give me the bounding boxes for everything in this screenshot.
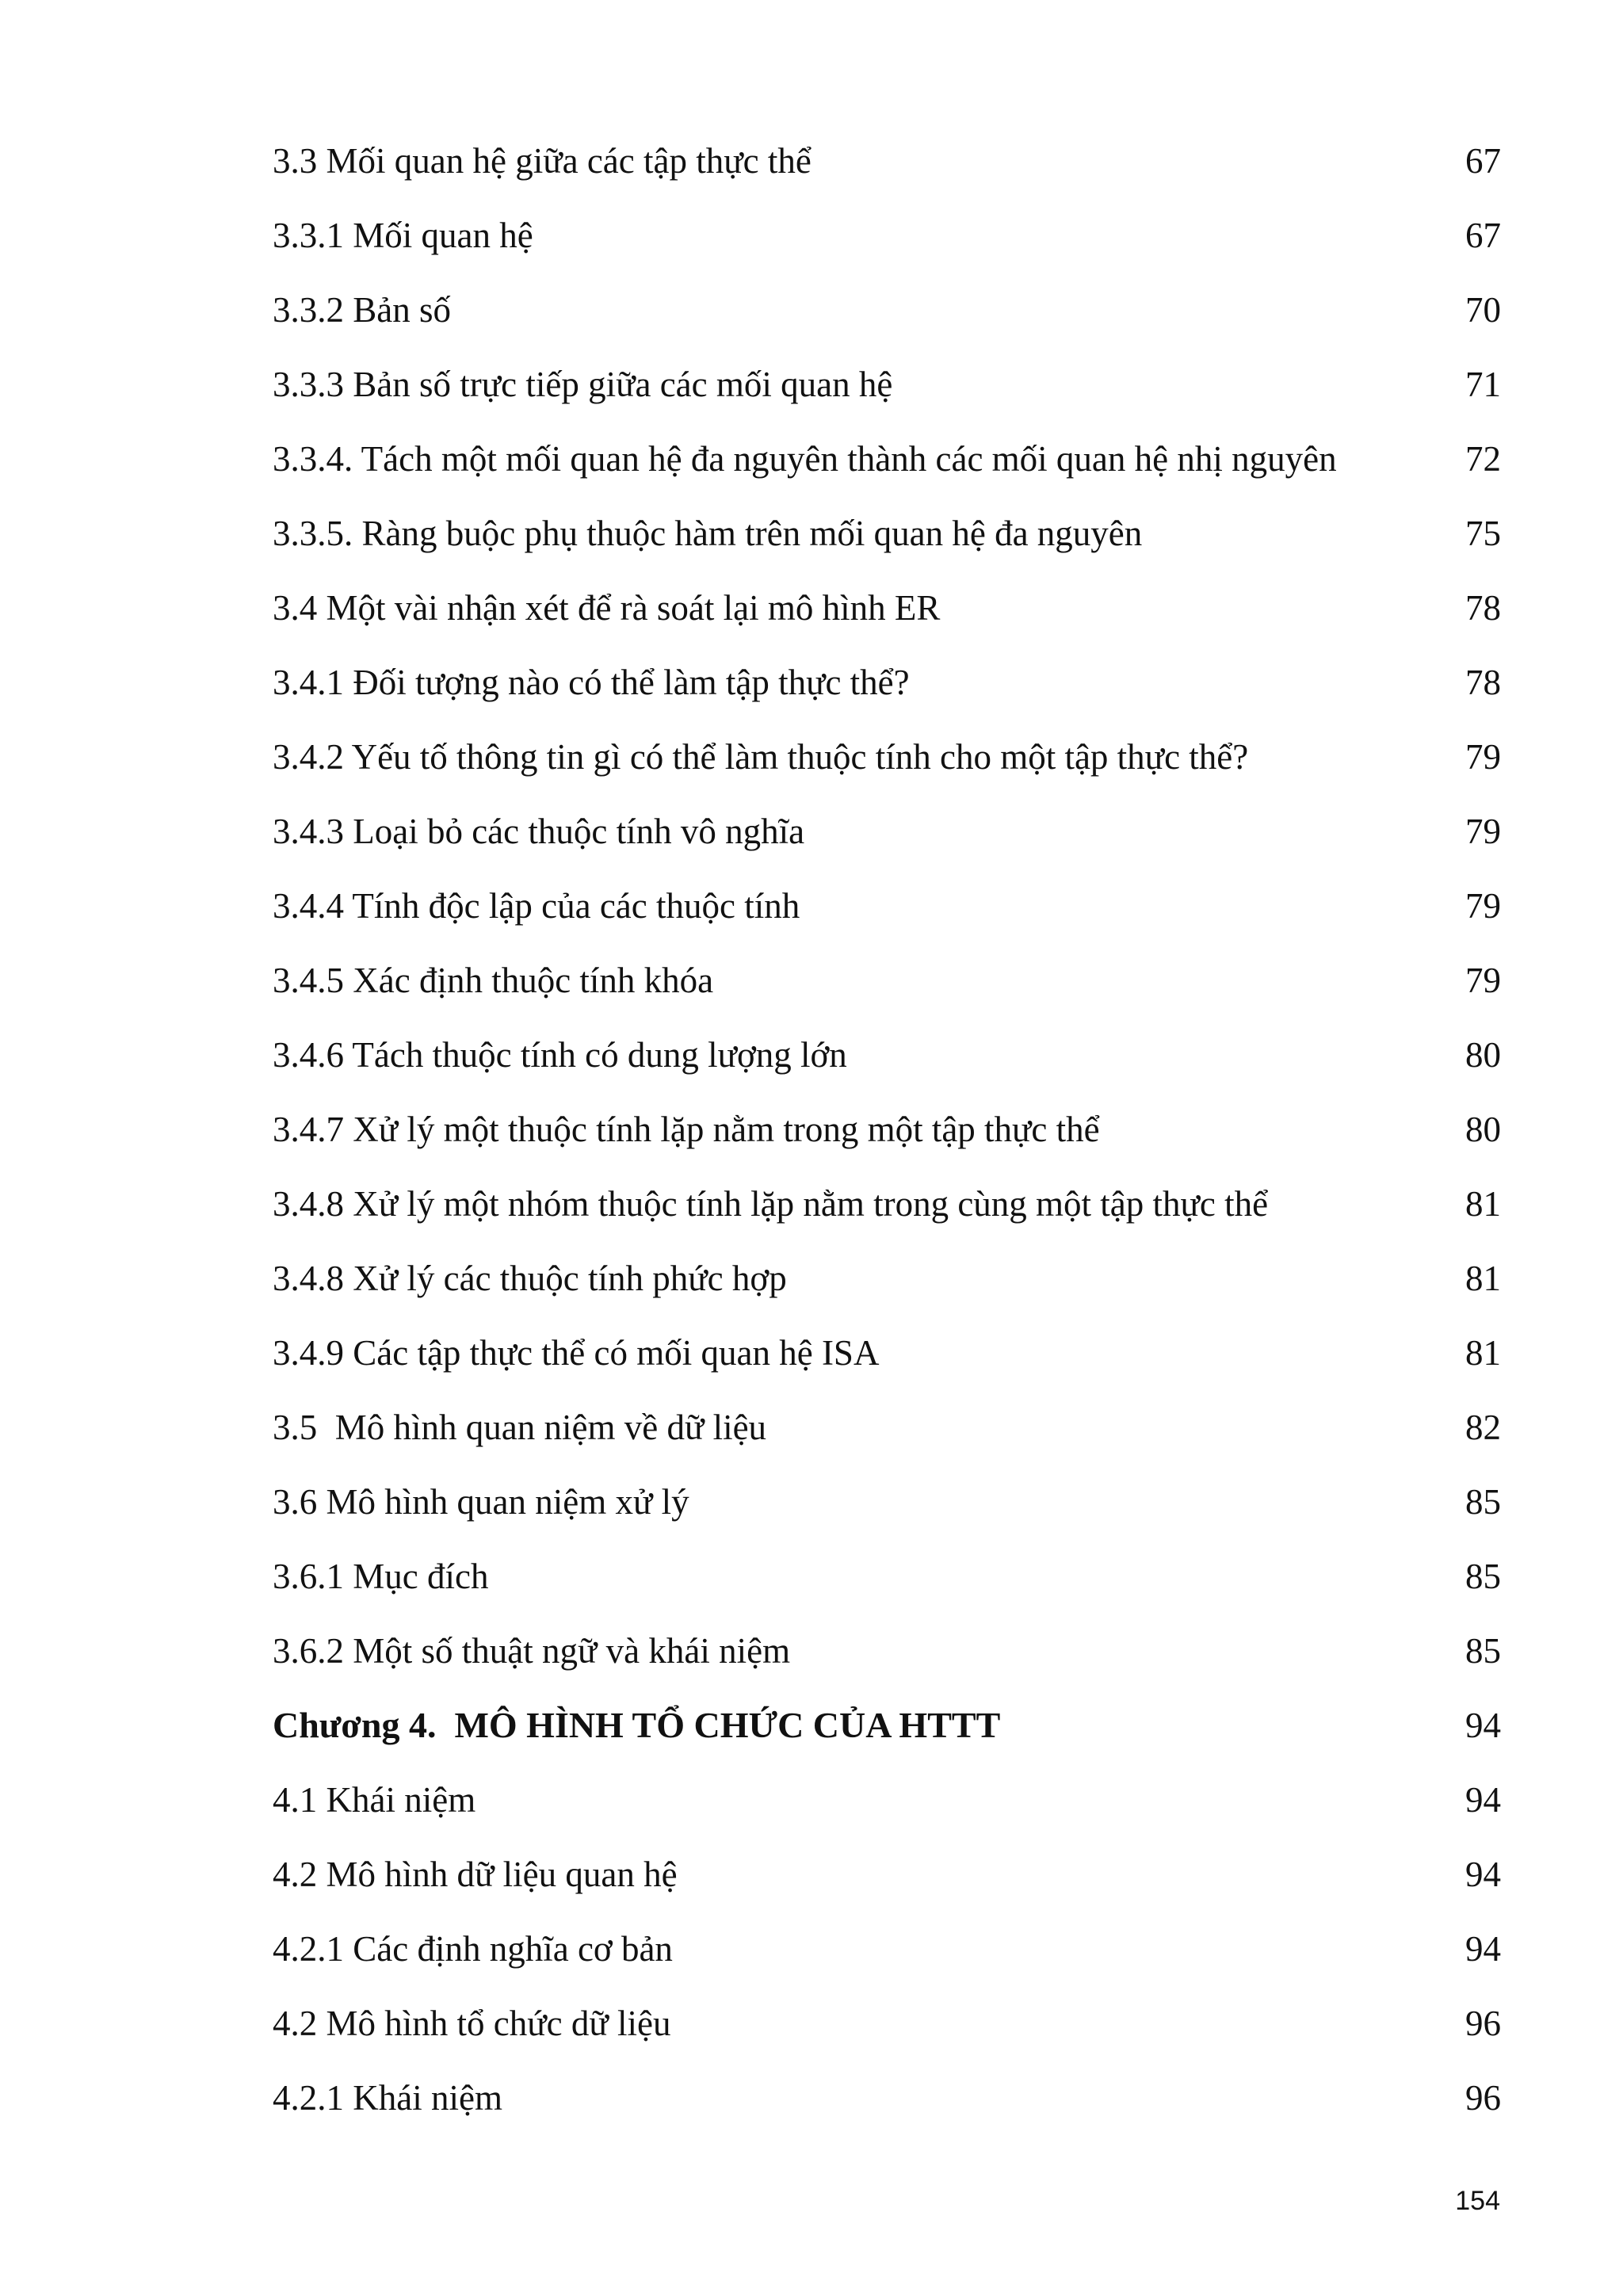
toc-entry-page: 94 [1465, 1855, 1501, 1894]
toc-entry-3-4-6 [273, 1027, 1501, 1102]
toc-entry-title: 3.3.2 Bản số [273, 290, 451, 330]
toc-entry-page: 67 [1465, 216, 1501, 255]
toc-entry-title: 3.4.4 Tính độc lập của các thuộc tính [273, 886, 800, 926]
toc-entry-page: 85 [1465, 1482, 1501, 1522]
toc-entry-title: 3.4.3 Loại bỏ các thuộc tính vô nghĩa [273, 812, 805, 851]
toc-entry-page: 79 [1465, 812, 1501, 851]
toc-entry-page: 71 [1465, 365, 1501, 404]
toc-entry-title: 3.4.8 Xử lý một nhóm thuộc tính lặp nằm trong cùng một tập thực thể [273, 1184, 1269, 1224]
toc-entry-3-4 [273, 580, 1501, 655]
toc-entry-title: 3.3.5. Ràng buộc phụ thuộc hàm trên mối quan hệ đa nguyên [273, 514, 1143, 553]
toc-entry-3-4-2 [273, 729, 1501, 804]
toc-chapter-4 [273, 1698, 1501, 1772]
toc-chapter-title: Chương 4. MÔ HÌNH TỔ CHỨC CỦA HTTT [273, 1705, 1001, 1745]
toc-entry-page: 94 [1465, 1780, 1501, 1820]
toc-entry-title: 4.2.1 Các định nghĩa cơ bản [273, 1929, 673, 1969]
toc-entry-4-2a [273, 1847, 1501, 1921]
toc-entry-3-4-8a [273, 1176, 1501, 1251]
toc-entry-title: 3.6.2 Một số thuật ngữ và khái niệm [273, 1631, 791, 1671]
toc-entry-page: 78 [1465, 588, 1501, 628]
toc-entry-page: 78 [1465, 663, 1501, 702]
toc-entry-title: 3.4 Một vài nhận xét để rà soát lại mô hình ER [273, 588, 941, 628]
toc-entry-page: 85 [1465, 1631, 1501, 1671]
toc-entry-3-4-5 [273, 953, 1501, 1027]
toc-entry-page: 67 [1465, 141, 1501, 181]
toc-entry-title: 3.4.9 Các tập thực thể có mối quan hệ ISA [273, 1333, 880, 1373]
toc-entry-title: 4.2.1 Khái niệm [273, 2078, 502, 2118]
toc-entry-page: 82 [1465, 1408, 1501, 1447]
toc-entry-3-3 [273, 133, 1501, 208]
toc-entry-page: 96 [1465, 2078, 1501, 2118]
toc-entry-title: 4.1 Khái niệm [273, 1780, 476, 1820]
toc-entry-page: 94 [1465, 1706, 1501, 1745]
toc-entry-page: 81 [1465, 1333, 1501, 1373]
toc-entry-title: 3.3 Mối quan hệ giữa các tập thực thể [273, 141, 812, 181]
toc-entry-4-1 [273, 1772, 1501, 1847]
toc-entry-3-4-7 [273, 1102, 1501, 1176]
toc-entry-title: 4.2 Mô hình dữ liệu quan hệ [273, 1855, 678, 1894]
toc-entry-page: 79 [1465, 737, 1501, 777]
table-of-contents [273, 133, 1501, 2145]
toc-entry-title: 3.3.3 Bản số trực tiếp giữa các mối quan hệ [273, 365, 893, 404]
toc-entry-page: 70 [1465, 290, 1501, 330]
toc-entry-3-5 [273, 1400, 1501, 1474]
toc-entry-4-2-1a [273, 1921, 1501, 1996]
toc-entry-4-2b [273, 1996, 1501, 2070]
toc-entry-title: 3.6.1 Mục đích [273, 1557, 489, 1596]
toc-entry-3-3-5 [273, 506, 1501, 580]
toc-entry-page: 79 [1465, 886, 1501, 926]
toc-entry-title: 3.4.7 Xử lý một thuộc tính lặp nằm trong một tập thực thể [273, 1110, 1100, 1149]
toc-entry-page: 79 [1465, 961, 1501, 1000]
toc-entry-3-4-8b [273, 1251, 1501, 1325]
toc-entry-page: 96 [1465, 2004, 1501, 2043]
toc-entry-title: 4.2 Mô hình tổ chức dữ liệu [273, 2004, 671, 2043]
toc-entry-title: 3.6 Mô hình quan niệm xử lý [273, 1482, 689, 1522]
toc-entry-page: 75 [1465, 514, 1501, 553]
page-number: 154 [1455, 2186, 1500, 2216]
toc-entry-4-2-1b [273, 2070, 1501, 2145]
toc-entry-3-6-1 [273, 1549, 1501, 1623]
toc-entry-3-4-1 [273, 655, 1501, 729]
toc-entry-title: 3.3.1 Mối quan hệ [273, 216, 533, 255]
toc-entry-title: 3.4.5 Xác định thuộc tính khóa [273, 961, 714, 1000]
toc-entry-title: 3.4.6 Tách thuộc tính có dung lượng lớn [273, 1035, 847, 1075]
toc-entry-3-4-4 [273, 878, 1501, 953]
toc-entry-3-4-3 [273, 804, 1501, 878]
toc-entry-page: 81 [1465, 1184, 1501, 1224]
toc-entry-title: 3.4.2 Yếu tố thông tin gì có thể làm thuộc tính cho một tập thực thể? [273, 737, 1249, 777]
toc-entry-title: 3.5 Mô hình quan niệm về dữ liệu [273, 1408, 767, 1447]
toc-entry-title: 3.4.1 Đối tượng nào có thể làm tập thực thể? [273, 663, 910, 702]
toc-entry-3-3-4 [273, 431, 1501, 506]
toc-entry-3-4-9 [273, 1325, 1501, 1400]
toc-entry-page: 80 [1465, 1035, 1501, 1075]
toc-entry-3-3-2 [273, 282, 1501, 357]
toc-entry-3-3-3 [273, 357, 1501, 431]
toc-entry-3-6-2 [273, 1623, 1501, 1698]
toc-entry-3-3-1 [273, 208, 1501, 282]
toc-entry-page: 72 [1465, 439, 1501, 479]
toc-entry-title: 3.3.4. Tách một mối quan hệ đa nguyên thành các mối quan hệ nhị nguyên [273, 439, 1337, 479]
toc-entry-3-6 [273, 1474, 1501, 1549]
toc-entry-page: 94 [1465, 1929, 1501, 1969]
toc-entry-page: 80 [1465, 1110, 1501, 1149]
toc-entry-title: 3.4.8 Xử lý các thuộc tính phức hợp [273, 1259, 787, 1298]
toc-entry-page: 85 [1465, 1557, 1501, 1596]
toc-entry-page: 81 [1465, 1259, 1501, 1298]
